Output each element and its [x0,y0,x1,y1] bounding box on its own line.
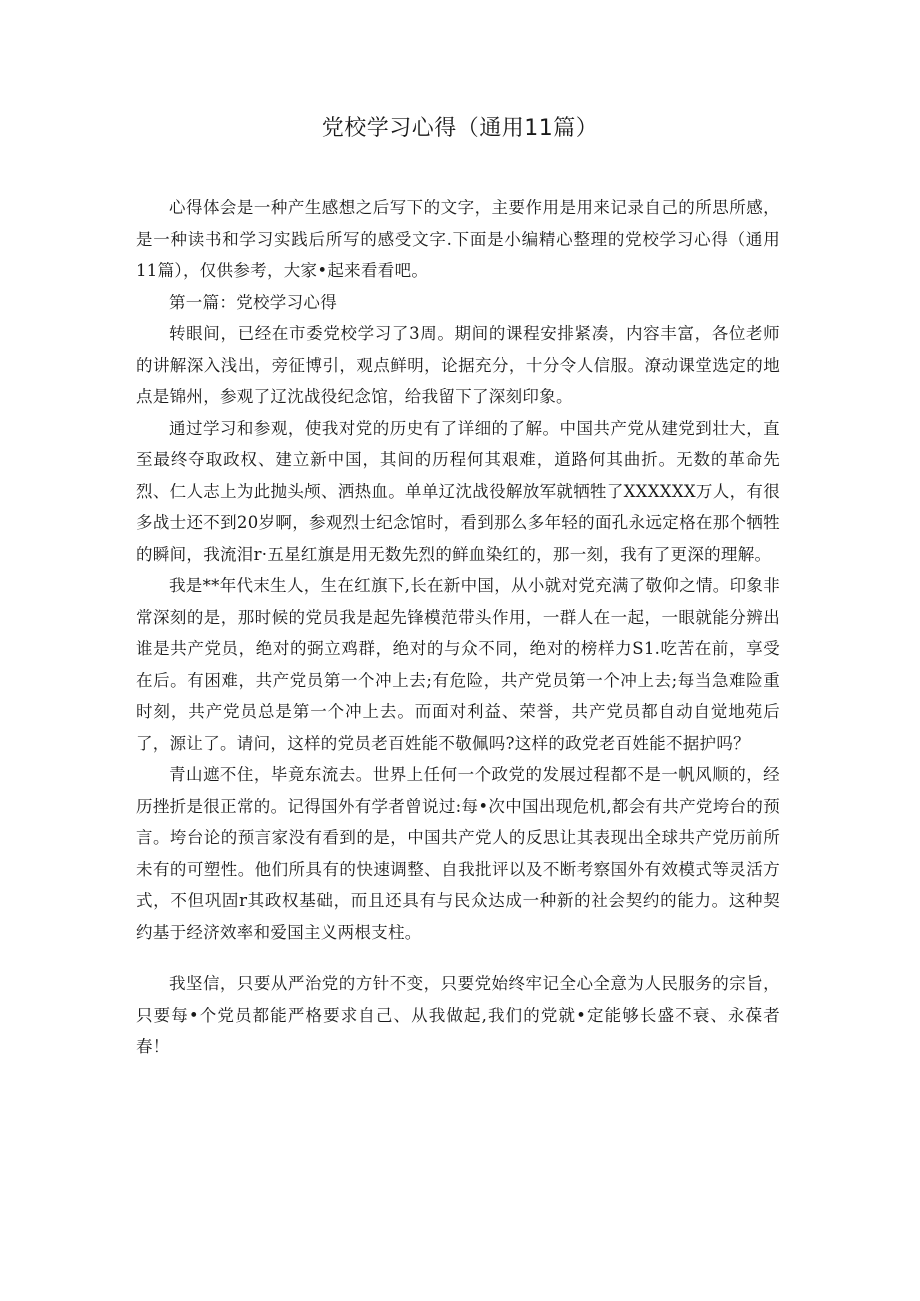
body-paragraph: 转眼间，已经在市委党校学习了3周。期间的课程安排紧凑，内容丰富，各位老师的讲解深入浅出，旁征博引，观点鲜明，论据充分，十分令人信服。潦动课堂选定的地点是锦州，参观了辽沈战役纪念馆，给我留下了深刻印象。 [136,324,780,406]
closing-paragraph: 我坚信，只要从严治党的方针不变，只要党始终牢记全心全意为人民服务的宗旨，只要每•个党员都能严格要求自己、从我做起,我们的党就•定能够长盛不衰、永葆者春！ [136,974,780,1056]
document-title: 党校学习心得（通用11篇） [321,116,599,141]
body-paragraph: 我是**年代末生人，生在红旗下,长在新中国，从小就对党充满了敬仰之情。印象非常深刻的是，那时候的党员我是起先锋模范带头作用，一群人在一起，一眼就能分辨出谁是共产党员，绝对的弼立鸡群，绝对的与众不同，绝对的榜样力S1.吃苦在前，享受在后。有困难，共产党员第一个冲上去;有危险，共产党员第一个冲上去;每当急难险重时刻，共产党员总是第一个冲上去。而面对利益、荣誉，共产党员都自动自觉地苑后了，源让了。请问，这样的党员老百姓能不敬佩吗?这样的政党老百姓能不据护吗？ [136,576,780,753]
document-body [136,192,780,1063]
body-paragraph: 通过学习和参观，使我对党的历史有了详细的了解。中国共产党从建党到壮大，直至最终夺取政权、建立新中国，其间的历程何其艰难，道路何其曲折。无数的革命先烈、仁人志上为此抛头颅、洒热血。单单辽沈战役解放军就牺牲了XXXXXX万人，有很多战士还不到20岁啊，参观烈士纪念馆时，看到那么多年轻的面孔永远定格在那个牺牲的瞬间，我流泪r·五星红旗是用无数先烈的鲜血染红的，那一刻，我有了更深的理解。 [136,418,780,564]
section-heading: 第一篇：党校学习心得 [169,292,337,312]
body-paragraph: 青山遮不住，毕竟东流去。世界上任何一个政党的发展过程都不是一帆风顺的，经历挫折是很正常的。记得国外有学者曾说过:每•次中国出现危机,都会有共产党垮台的预言。垮台论的预言家没有看到的是，中国共产党人的反思让其表现出全球共产党历前所未有的可塑性。他们所具有的快速调整、自我批评以及不断考察国外有效模式等灵活方式，不但巩固r其政权基础，而且还具有与民众达成一种新的社会契约的能力。这种契约基于经济效率和爱国主义两根支柱。 [136,765,780,942]
intro-paragraph: 心得体会是一种产生感想之后写下的文字，主要作用是用来记录自己的所思所感，是一种读书和学习实践后所写的感受文字.下面是小编精心整理的党校学习心得（通用11篇），仅供参考，大家•起来看看吧。 [136,198,780,280]
